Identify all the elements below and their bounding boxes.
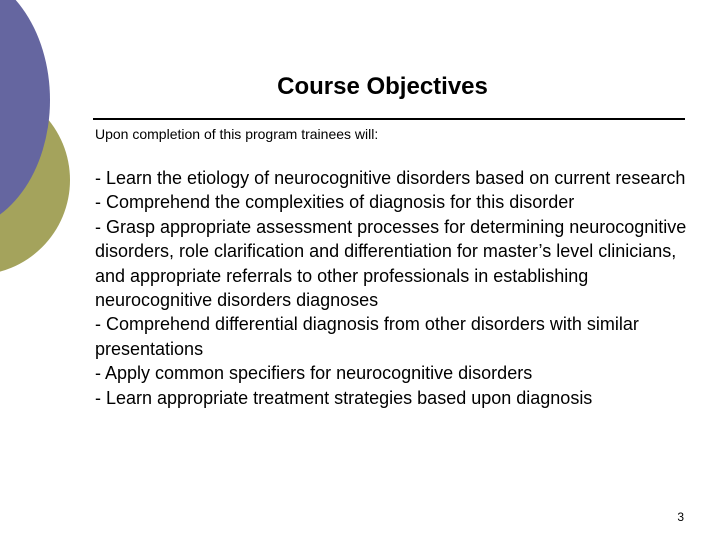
slide-title: Course Objectives (277, 73, 488, 100)
objective-item: - Comprehend the complexities of diagnosis for this disorder (95, 192, 575, 213)
objectives-list (95, 166, 695, 410)
objective-item: - Learn the etiology of neurocognitive disorders based on current research (95, 168, 686, 188)
objective-item: - Apply common specifiers for neurocognitive disorders (95, 363, 533, 384)
objective-item: - Learn appropriate treatment strategies based upon diagnosis (95, 387, 593, 408)
page-number: 3 (677, 510, 684, 524)
slide-subheading: Upon completion of this program trainees will: (95, 126, 379, 142)
title-divider (93, 118, 685, 120)
objective-item: - Comprehend differential diagnosis from other disorders with similar presentations (95, 314, 639, 359)
objective-item: - Grasp appropriate assessment processes for determining neurocognitive disorders, role clarification and differentiation for master’s level clinicians, and appropriate referrals to other professionals in establishing neurocognitive disorders diagnoses (95, 216, 687, 311)
